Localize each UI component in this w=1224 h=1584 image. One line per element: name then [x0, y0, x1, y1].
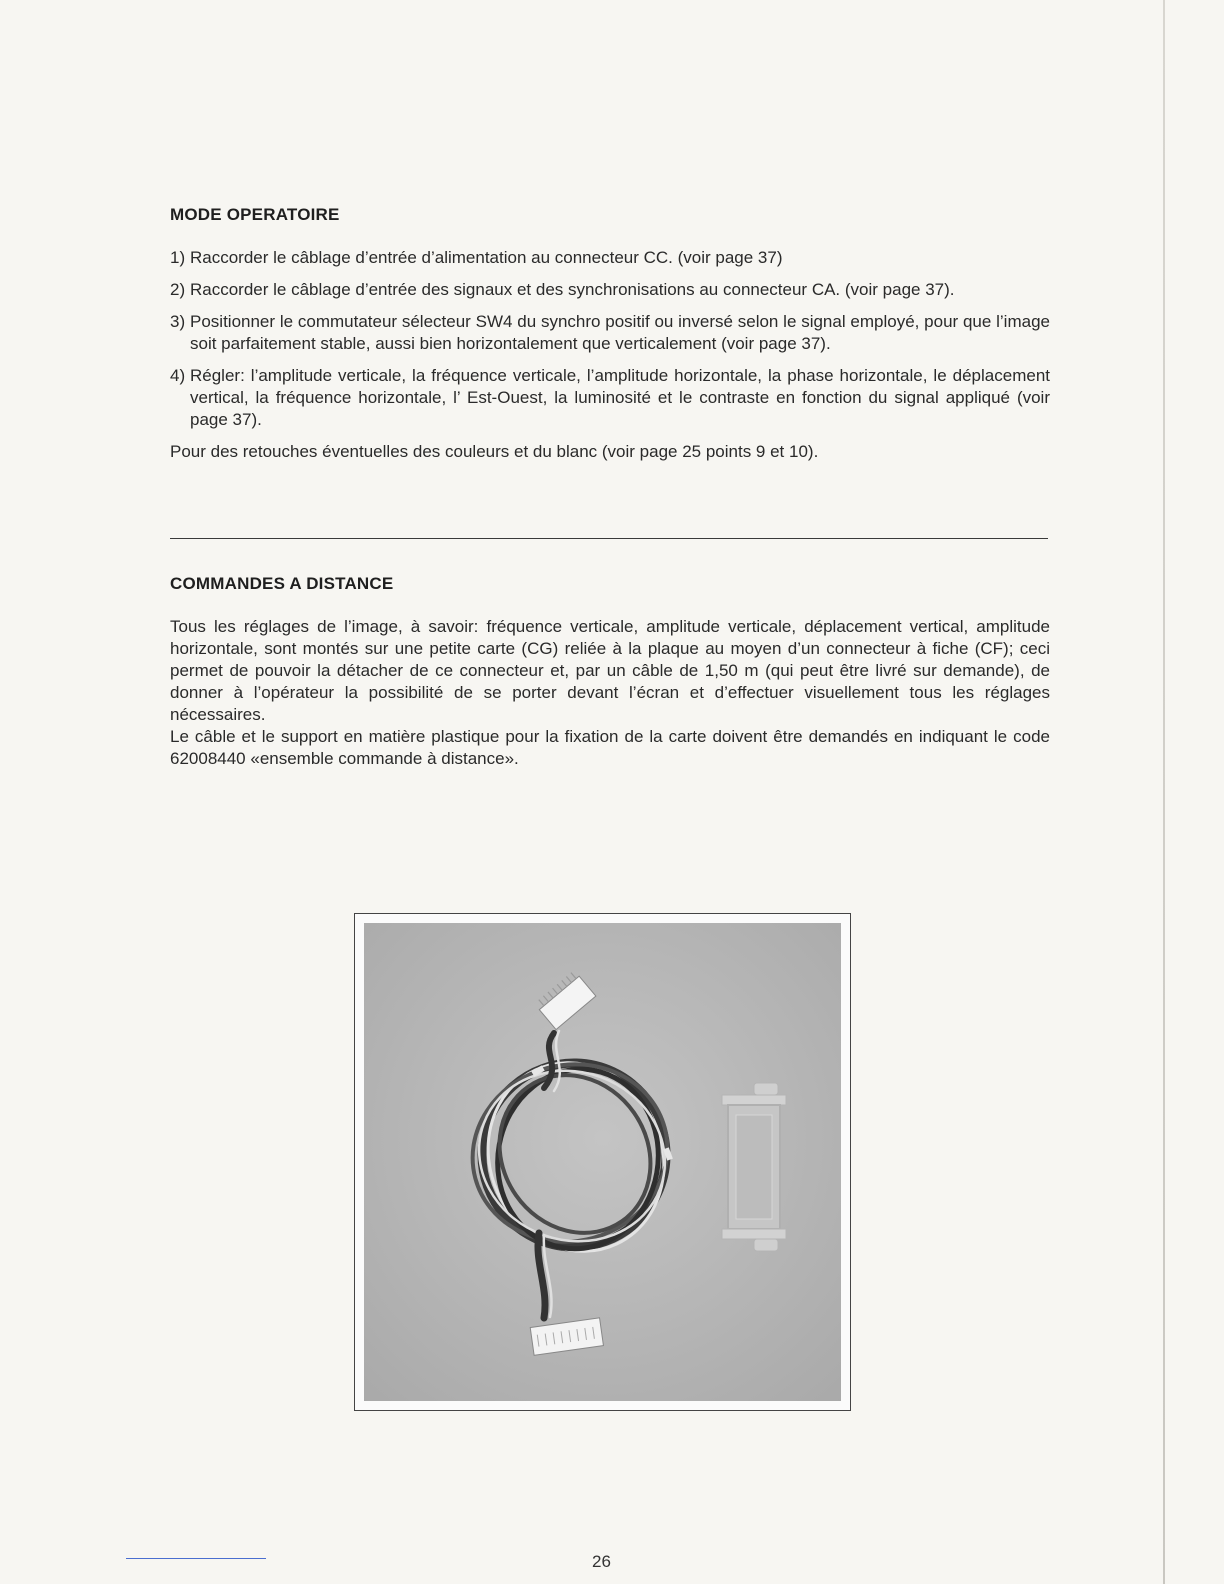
- mode-operatoire-section: [170, 205, 1050, 225]
- cable-photo: [364, 923, 841, 1401]
- step-number: 3): [170, 312, 186, 331]
- color-adjust-note: Pour des retouches éventuelles des couleurs et du blanc (voir page 25 points 9 et 10).: [170, 442, 819, 461]
- footnote-rule: [126, 1558, 266, 1559]
- section-divider: [170, 538, 1048, 539]
- remote-paragraph-1: Tous les réglages de l’image, à savoir: fréquence verticale, amplitude verticale, déplacement vertical, amplitude horizontale, sont montés sur une petite carte (CG) reliée à la plaque au moyen d’un connecteur à fiche (CF); ceci permet de pouvoir la détacher de ce connecteur et, par un câble de 1,50 m (qui peut être livré sur demande), de donner à l’opérateur la possibilité de se porter devant l’écran et d’effectuer visuellement tous les réglages nécessaires.: [170, 617, 1050, 724]
- step-text: Raccorder le câblage d’entrée d’alimentation au connecteur CC. (voir page 37): [190, 248, 783, 267]
- page-edge: [1163, 0, 1165, 1584]
- step-item: [170, 311, 1050, 355]
- step-number: 4): [170, 366, 186, 385]
- photo-frame: [354, 913, 851, 1411]
- step-text: Régler: l’amplitude verticale, la fréquence verticale, l’amplitude horizontale, la phase horizontale, le déplacement vertical, la fréquence horizontale, l’ Est-Ouest, la luminosité et le contraste en fonction du signal appliqué (voir page 37).: [190, 366, 1050, 429]
- commandes-distance-body: [170, 616, 1050, 770]
- commandes-distance-section: [170, 574, 1050, 594]
- page-number: 26: [592, 1552, 611, 1571]
- plastic-support: [722, 1083, 786, 1251]
- remote-paragraph-2: Le câble et le support en matière plastique pour la fixation de la carte doivent être demandés en indiquant le code 62008440 «ensemble commande à distance».: [170, 727, 1050, 768]
- commandes-distance-heading: COMMANDES A DISTANCE: [170, 574, 394, 593]
- step-text: Raccorder le câblage d’entrée des signaux et des synchronisations au connecteur CA. (voir page 37).: [190, 280, 955, 299]
- step-item: [170, 247, 1050, 269]
- step-item: [170, 279, 1050, 301]
- mode-steps-list: [170, 247, 1050, 463]
- step-text: Positionner le commutateur sélecteur SW4 du synchro positif ou inversé selon le signal employé, pour que l’image soit parfaitement stable, aussi bien horizontalement que verticalement (voir page 37).: [190, 312, 1050, 353]
- step-item: [170, 365, 1050, 431]
- step-number: 2): [170, 280, 186, 299]
- mode-operatoire-heading: MODE OPERATOIRE: [170, 205, 340, 224]
- step-number: 1): [170, 248, 186, 267]
